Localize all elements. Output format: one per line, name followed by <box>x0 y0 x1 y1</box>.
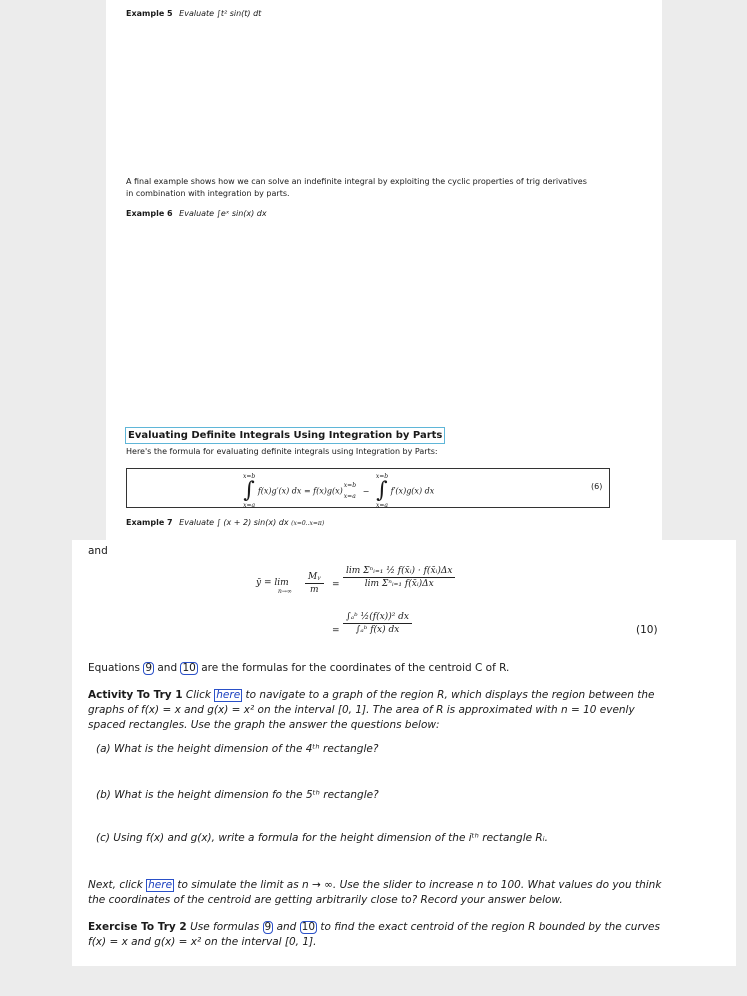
next-paragraph-line-2: the coordinates of the centroid are getting arbitrarily close to? Record your answer below. <box>88 894 563 906</box>
and-word: and <box>88 545 108 557</box>
centroid-limit-fraction <box>343 566 455 589</box>
integral-sign-icon: ∫ <box>376 478 388 503</box>
example-7-lower: x=0 <box>293 520 306 527</box>
intro-paragraph-line-1: A final example shows how we can solve an indefinite integral by exploiting the cyclic properties of trig derivatives <box>126 177 587 186</box>
centroid-integral-numerator: ∫ₐᵇ ½(f(x))² dx <box>343 612 412 624</box>
exercise-2-label: Exercise To Try 2 <box>88 921 187 933</box>
equation-ref-9[interactable]: 9 <box>145 662 153 674</box>
exercise-2-ref-10[interactable]: 10 <box>301 921 316 933</box>
example-5-prompt: Evaluate ∫t² sin(t) dt <box>179 9 262 18</box>
parts-lower-limit-2: x=a <box>375 502 388 509</box>
example-7-prompt: Evaluate ∫ (x + 2) sin(x) dx <box>179 518 289 527</box>
parts-upper-limit-2: x=b <box>375 473 389 480</box>
parts-bar-sup: x=b <box>343 482 357 489</box>
equation-ref-10[interactable]: 10 <box>182 662 196 674</box>
example-7-upper: x=π <box>309 520 322 527</box>
parts-formula-box <box>126 468 610 508</box>
equation-number-6: (6) <box>591 482 603 491</box>
equations-post: are the formulas for the coordinates of the centroid C of R. <box>201 662 510 674</box>
next-pre-link: Next, click <box>88 879 143 891</box>
parts-lower-limit: x=a <box>243 502 256 509</box>
exercise-2-pre: Use formulas <box>190 921 260 933</box>
example-6-prompt: Evaluate ∫eˣ sin(x) dx <box>179 209 267 218</box>
example-5 <box>126 9 261 18</box>
activity-1-here-link[interactable]: here <box>216 689 241 701</box>
example-7-limits: (x=0..x=π) <box>291 520 325 527</box>
My-label: Mᵧ <box>305 572 324 584</box>
section-heading: Evaluating Definite Integrals Using Integration by Parts <box>125 427 445 444</box>
activity-1-label: Activity To Try 1 <box>88 689 183 701</box>
intro-paragraph-line-2: in combination with integration by parts. <box>126 189 290 198</box>
integral-sign-icon: ∫ <box>243 478 255 503</box>
example-6-label: Example 6 <box>126 209 173 218</box>
equations-sentence <box>88 662 509 675</box>
centroid-integral-denominator: ∫ₐᵇ f(x) dx <box>355 625 400 635</box>
centroid-limit-numerator: lim Σⁿᵢ₌₁ ½ f(x̄ᵢ) · f(x̄ᵢ)Δx <box>343 566 455 578</box>
ybar-limit-sub: n→∞ <box>278 588 292 595</box>
exercise-2-line-1 <box>88 921 660 934</box>
centroid-equals-1: = <box>332 580 340 590</box>
example-5-label: Example 5 <box>126 9 173 18</box>
activity-1-line-2: graphs of f(x) = x and g(x) = x² on the interval [0, 1]. The area of R is approximated with n = 10 evenly <box>88 704 635 716</box>
equations-pre: Equations <box>88 662 140 674</box>
centroid-integral-fraction <box>343 612 412 635</box>
parts-minus: − <box>362 486 370 496</box>
equation-number-10: (10) <box>636 624 658 636</box>
m-label: m <box>310 585 319 595</box>
section-intro: Here's the formula for evaluating definite integrals using Integration by Parts: <box>126 447 438 456</box>
activity-1-pre-link: Click <box>185 689 211 701</box>
activity-1-question-b: (b) What is the height dimension fo the 5ᵗʰ rectangle? <box>96 789 379 801</box>
ybar-label: ȳ = lim <box>256 578 289 588</box>
next-paragraph-line-1 <box>88 879 661 892</box>
parts-bar-sub: x=a <box>343 493 356 500</box>
My-over-m <box>305 572 324 595</box>
activity-1-line-1 <box>88 689 654 702</box>
activity-1-question-c: (c) Using f(x) and g(x), write a formula for the height dimension of the iᵗʰ rectangle Rᵢ. <box>96 832 548 844</box>
exercise-2-line-2: f(x) = x and g(x) = x² on the interval [0, 1]. <box>88 936 317 948</box>
equations-mid: and <box>157 662 178 674</box>
parts-rhs: f′(x)g(x) dx <box>390 486 435 496</box>
exercise-2-ref-9[interactable]: 9 <box>264 921 272 933</box>
next-here-link[interactable]: here <box>148 879 173 891</box>
centroid-limit-denominator: lim Σⁿᵢ₌₁ f(x̄ᵢ)Δx <box>364 579 434 589</box>
example-6 <box>126 209 267 218</box>
document-page-top <box>106 0 662 540</box>
activity-1-line-1-rest: to navigate to a graph of the region R, which displays the region between the <box>245 689 655 701</box>
activity-1-question-a: (a) What is the height dimension of the 4ᵗʰ rectangle? <box>96 743 379 755</box>
parts-formula <box>243 473 434 509</box>
exercise-2-line-1-rest: to find the exact centroid of the region R bounded by the curves <box>320 921 660 933</box>
example-7-label: Example 7 <box>126 518 173 527</box>
parts-lhs: f(x)g′(x) dx = f(x)g(x) <box>257 486 343 496</box>
ybar-limit <box>256 578 292 595</box>
exercise-2-mid: and <box>276 921 297 933</box>
centroid-equals-2: = <box>332 626 340 636</box>
activity-1-line-3: spaced rectangles. Use the graph the answer the questions below: <box>88 719 440 731</box>
next-line-1-rest: to simulate the limit as n → ∞. Use the slider to increase n to 100. What values do you think <box>177 879 662 891</box>
parts-upper-limit: x=b <box>243 473 256 480</box>
example-7 <box>126 518 324 527</box>
